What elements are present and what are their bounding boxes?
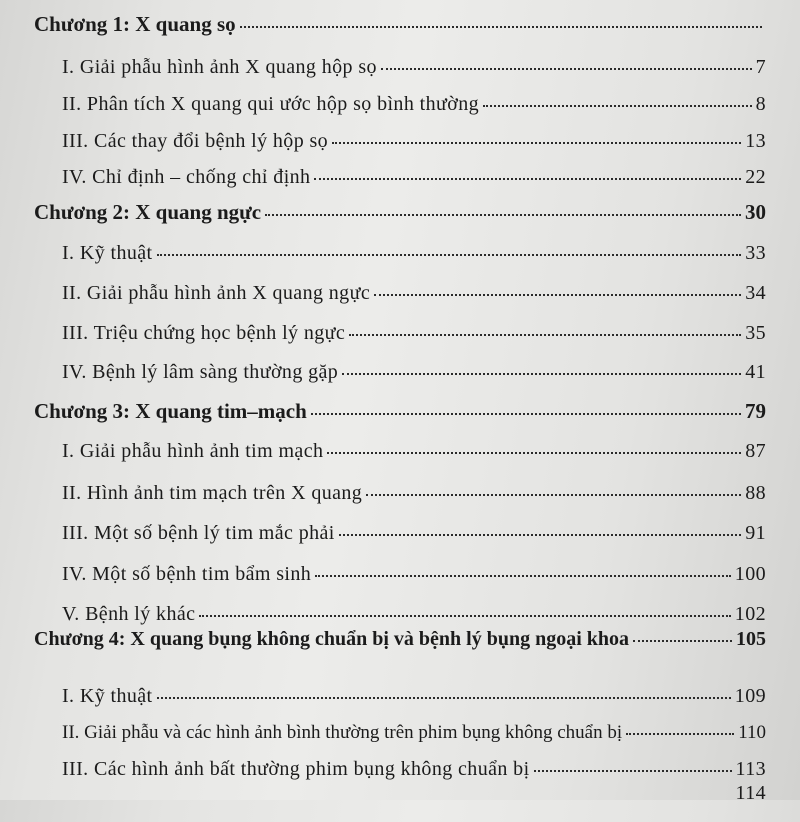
dot-leader — [339, 534, 741, 536]
toc-page-number: 13 — [745, 130, 766, 152]
toc-label: Chương 4: X quang bụng không chuẩn bị và bệnh lý bụng ngoại khoa — [34, 628, 629, 650]
toc-label: I. Kỹ thuật — [62, 242, 153, 264]
toc-label: II. Hình ảnh tim mạch trên X quang — [62, 482, 363, 504]
toc-page-number: 114 — [735, 782, 766, 804]
dot-leader — [315, 575, 731, 577]
dot-leader — [366, 494, 741, 496]
toc-page-number: 8 — [755, 93, 766, 115]
toc-page-number: 34 — [745, 282, 766, 304]
toc-page-number: 88 — [745, 482, 766, 504]
toc-label: III. Các hình ảnh bất thường phim bụng không chuẩn bị — [62, 758, 530, 780]
toc-chapter-4 — [34, 628, 766, 668]
toc-label: Chương 1: X quang sọ — [34, 12, 236, 36]
toc-page-number: 79 — [745, 399, 766, 423]
toc-label: V. Bệnh lý khác — [62, 603, 196, 625]
toc-chapter-1 — [34, 12, 766, 52]
dot-leader — [374, 294, 741, 296]
toc-page-number: 113 — [735, 758, 766, 780]
toc-section — [62, 685, 766, 725]
toc-section — [62, 282, 766, 322]
dot-leader — [157, 254, 742, 256]
toc-page-number: 33 — [745, 242, 766, 264]
toc-section — [62, 361, 766, 401]
dot-leader — [381, 68, 752, 70]
toc-section — [62, 130, 766, 170]
toc-label: I. Giải phẫu hình ảnh tim mạch — [62, 440, 324, 462]
toc-label: I. Giải phẫu hình ảnh X quang hộp sọ — [62, 56, 377, 78]
toc-section — [62, 482, 766, 522]
toc-label: IV. Chỉ định – chống chỉ định — [62, 166, 311, 188]
dot-leader — [199, 615, 730, 617]
toc-page-number: 30 — [745, 200, 766, 224]
toc-section — [62, 722, 766, 762]
toc-page-number: 105 — [736, 628, 766, 650]
dot-leader — [314, 178, 741, 180]
dot-leader — [66, 794, 732, 796]
dot-leader — [265, 214, 741, 216]
toc-label: III. Các thay đổi bệnh lý hộp sọ — [62, 130, 329, 152]
toc-label: II. Phân tích X quang qui ước hộp sọ bình thường — [62, 93, 479, 115]
dot-leader — [332, 142, 741, 144]
toc-label: I. Kỹ thuật — [62, 685, 153, 707]
toc-page-number: 110 — [738, 722, 766, 743]
toc-label: III. Một số bệnh lý tim mắc phải — [62, 522, 335, 544]
toc-section — [62, 782, 766, 822]
toc-label: III. Triệu chứng học bệnh lý ngực — [62, 322, 346, 344]
dot-leader — [240, 26, 762, 28]
toc-page-number: 35 — [745, 322, 766, 344]
toc-page-number: 41 — [745, 361, 766, 383]
dot-leader — [349, 334, 741, 336]
toc-page-number: 91 — [745, 522, 766, 544]
dot-leader — [311, 413, 741, 415]
toc-section — [62, 563, 766, 603]
toc-section — [62, 93, 766, 133]
toc-page-number: 87 — [745, 440, 766, 462]
toc-label: Chương 3: X quang tim–mạch — [34, 399, 307, 423]
toc-chapter-2 — [34, 200, 766, 240]
toc-chapter-3 — [34, 399, 766, 439]
toc-label: Chương 2: X quang ngực — [34, 200, 262, 224]
dot-leader — [327, 452, 741, 454]
toc-page-number: 22 — [745, 166, 766, 188]
dot-leader — [157, 697, 731, 699]
toc-page-number: 100 — [734, 563, 766, 585]
toc-label: IV. Bệnh lý lâm sàng thường gặp — [62, 361, 339, 383]
toc-label: II. Giải phẫu hình ảnh X quang ngực — [62, 282, 371, 304]
toc-page-number: 7 — [755, 56, 766, 78]
dot-leader — [483, 105, 752, 107]
toc-label: IV. Một số bệnh tim bẩm sinh — [62, 563, 312, 585]
dot-leader — [342, 373, 741, 375]
toc-page-number: 102 — [734, 603, 766, 625]
toc-section — [62, 242, 766, 282]
toc-label: II. Giải phẫu và các hình ảnh bình thường trên phim bụng không chuẩn bị — [62, 722, 623, 743]
dot-leader — [626, 733, 734, 735]
toc-section — [62, 440, 766, 480]
toc-section — [62, 56, 766, 96]
dot-leader — [534, 770, 732, 772]
toc-page-number: 109 — [734, 685, 766, 707]
toc-section — [62, 522, 766, 562]
toc-section — [62, 322, 766, 362]
dot-leader — [633, 640, 732, 642]
